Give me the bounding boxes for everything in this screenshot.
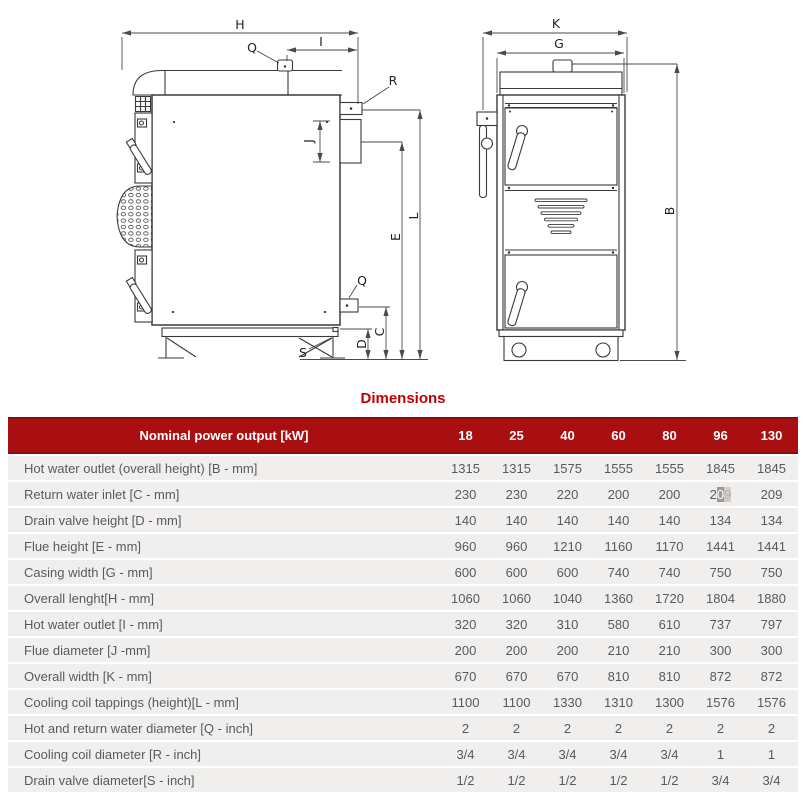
row-value: 220	[556, 486, 579, 502]
row-value: 1	[716, 746, 725, 762]
row-value: 1576	[706, 694, 735, 710]
dimensions-table-body	[8, 456, 798, 792]
row-value: 3/4	[711, 772, 730, 788]
row-value: 670	[505, 668, 528, 684]
row-value: 1555	[655, 460, 684, 476]
front-view-drawing	[477, 60, 625, 361]
power-column-header: 18	[458, 428, 473, 443]
row-value: 1555	[604, 460, 633, 476]
power-columns	[440, 428, 797, 443]
boiler-dimension-diagram	[0, 0, 806, 386]
dim-label-e: E	[388, 233, 403, 241]
base-stand-side	[158, 328, 345, 359]
row-label: Hot water outlet (overall height) [B - mm]	[24, 460, 258, 476]
selected-text: 0	[716, 486, 725, 502]
row-value: 1360	[604, 590, 633, 606]
row-value: 3/4	[609, 746, 628, 762]
table-row	[8, 482, 798, 506]
row-value: 134	[709, 512, 732, 528]
row-value: 810	[658, 668, 681, 684]
row-value: 230	[454, 486, 477, 502]
table-row	[8, 560, 798, 584]
row-value: 140	[607, 512, 630, 528]
table-row	[8, 742, 798, 766]
row-value: 1441	[706, 538, 735, 554]
row-value: 230	[505, 486, 528, 502]
row-value: 209	[760, 486, 783, 502]
dim-label-k: K	[551, 16, 561, 31]
dim-label-h: H	[235, 17, 245, 32]
row-value: 1315	[502, 460, 531, 476]
row-value: 200	[556, 642, 579, 658]
vent-grid-block	[136, 97, 151, 112]
row-label: Cooling coil tappings (height)[L - mm]	[24, 694, 239, 710]
row-value: 1/2	[558, 772, 577, 788]
row-value: 1310	[604, 694, 633, 710]
row-value: 600	[505, 564, 528, 580]
row-value: 2	[512, 720, 521, 736]
dim-label-q-top: Q	[247, 40, 257, 55]
row-value: 1/2	[507, 772, 526, 788]
row-value: 1040	[553, 590, 582, 606]
row-value: 1/2	[660, 772, 679, 788]
row-value: 1300	[655, 694, 684, 710]
dim-label-c: C	[372, 327, 387, 337]
lower-door-side	[126, 250, 153, 322]
upper-door-side	[126, 113, 153, 183]
dim-label-d: D	[354, 339, 369, 349]
row-value: 3/4	[660, 746, 679, 762]
table-row	[8, 456, 798, 480]
row-value: 580	[607, 616, 630, 632]
row-value: 1060	[451, 590, 480, 606]
row-value: 3/4	[456, 746, 475, 762]
row-label: Flue height [E - mm]	[24, 538, 142, 554]
row-value: 872	[760, 668, 783, 684]
row-value: 210	[658, 642, 681, 658]
perforated-panel	[117, 186, 152, 247]
row-value: 740	[607, 564, 630, 580]
row-value: 1845	[706, 460, 735, 476]
row-label: Hot water outlet [I - mm]	[24, 616, 163, 632]
row-value: 750	[709, 564, 732, 580]
row-value: 2	[767, 720, 776, 736]
row-value: 1845	[757, 460, 786, 476]
table-header-row	[8, 417, 798, 454]
table-row	[8, 612, 798, 636]
dim-label-s: S	[299, 345, 307, 360]
row-value: 310	[556, 616, 579, 632]
row-value: 1330	[553, 694, 582, 710]
row-value: 737	[709, 616, 732, 632]
row-value: 1575	[553, 460, 582, 476]
row-value: 960	[454, 538, 477, 554]
row-value: 300	[760, 642, 783, 658]
row-value: 1100	[502, 694, 531, 710]
draft-lever	[477, 112, 497, 198]
power-column-header: 40	[560, 428, 575, 443]
power-column-header: 60	[611, 428, 626, 443]
row-label: Overall lenght[H - mm]	[24, 590, 155, 606]
row-value: 140	[454, 512, 477, 528]
row-value: 1060	[502, 590, 531, 606]
row-label: Flue diameter [J -mm]	[24, 642, 151, 658]
dim-label-q-bottom: Q	[357, 273, 367, 288]
table-row	[8, 664, 798, 688]
row-value: 3/4	[558, 746, 577, 762]
flue-outlet	[340, 120, 361, 164]
row-label: Drain valve height [D - mm]	[24, 512, 182, 528]
row-value: 210	[607, 642, 630, 658]
row-value: 670	[556, 668, 579, 684]
dim-label-j: J	[301, 139, 316, 143]
row-value: 1100	[451, 694, 480, 710]
table-row	[8, 768, 798, 792]
selected-text: 9	[724, 486, 732, 502]
dimensions-table	[8, 417, 798, 792]
row-value: 320	[505, 616, 528, 632]
row-value: 300	[709, 642, 732, 658]
table-row	[8, 586, 798, 610]
row-value: 2	[461, 720, 470, 736]
row-value: 1441	[757, 538, 786, 554]
power-column-header: 130	[760, 428, 783, 443]
row-value: 140	[556, 512, 579, 528]
row-value: 1315	[451, 460, 480, 476]
row-value: 600	[556, 564, 579, 580]
row-value: 750	[760, 564, 783, 580]
table-header-title: Nominal power output [kW]	[139, 428, 309, 443]
row-value: 1160	[604, 538, 633, 554]
row-value: 1880	[757, 590, 786, 606]
base-stand-front	[499, 330, 623, 361]
row-value: 600	[454, 564, 477, 580]
row-value: 1/2	[456, 772, 475, 788]
row-value: 200	[505, 642, 528, 658]
row-value: 2	[614, 720, 623, 736]
row-value: 872	[709, 668, 732, 684]
table-row	[8, 690, 798, 714]
row-label: Hot and return water diameter [Q - inch]	[24, 720, 254, 736]
dim-label-r: R	[388, 73, 398, 88]
row-value: 1720	[655, 590, 684, 606]
row-value: 740	[658, 564, 681, 580]
row-value: 960	[505, 538, 528, 554]
row-value: 3/4	[507, 746, 526, 762]
row-value: 797	[760, 616, 783, 632]
table-row	[8, 716, 798, 740]
dim-label-l: L	[406, 212, 421, 220]
row-value: 320	[454, 616, 477, 632]
row-value: 140	[505, 512, 528, 528]
table-row	[8, 534, 798, 558]
row-value: 670	[454, 668, 477, 684]
row-label: Overall width [K - mm]	[24, 668, 152, 684]
upper-door-front	[505, 108, 617, 185]
dim-label-g: G	[554, 36, 564, 51]
row-value: 1210	[553, 538, 582, 554]
side-view-drawing	[117, 60, 362, 358]
page-title: Dimensions	[360, 390, 446, 407]
row-value: 2	[665, 720, 674, 736]
row-label: Cooling coil diameter [R - inch]	[24, 746, 202, 762]
row-label: Drain valve diameter[S - inch]	[24, 772, 195, 788]
row-value: 200	[454, 642, 477, 658]
row-value: 209	[709, 486, 732, 502]
row-value: 2	[716, 720, 725, 736]
row-value: 200	[658, 486, 681, 502]
row-value: 1	[767, 746, 776, 762]
table-row	[8, 508, 798, 532]
power-column-header: 96	[713, 428, 728, 443]
row-label: Casing width [G - mm]	[24, 564, 153, 580]
row-value: 810	[607, 668, 630, 684]
table-row	[8, 638, 798, 662]
lower-door-front	[505, 255, 617, 328]
row-value: 1170	[655, 538, 684, 554]
row-value: 1576	[757, 694, 786, 710]
power-column-header: 25	[509, 428, 524, 443]
dim-label-i: I	[319, 34, 323, 49]
row-label: Return water inlet [C - mm]	[24, 486, 180, 502]
row-value: 200	[607, 486, 630, 502]
row-value: 1804	[706, 590, 735, 606]
row-value: 140	[658, 512, 681, 528]
dim-label-b: B	[662, 206, 677, 216]
row-value: 610	[658, 616, 681, 632]
row-value: 134	[760, 512, 783, 528]
row-value: 2	[563, 720, 572, 736]
row-value: 1/2	[609, 772, 628, 788]
row-value: 3/4	[762, 772, 781, 788]
power-column-header: 80	[662, 428, 677, 443]
